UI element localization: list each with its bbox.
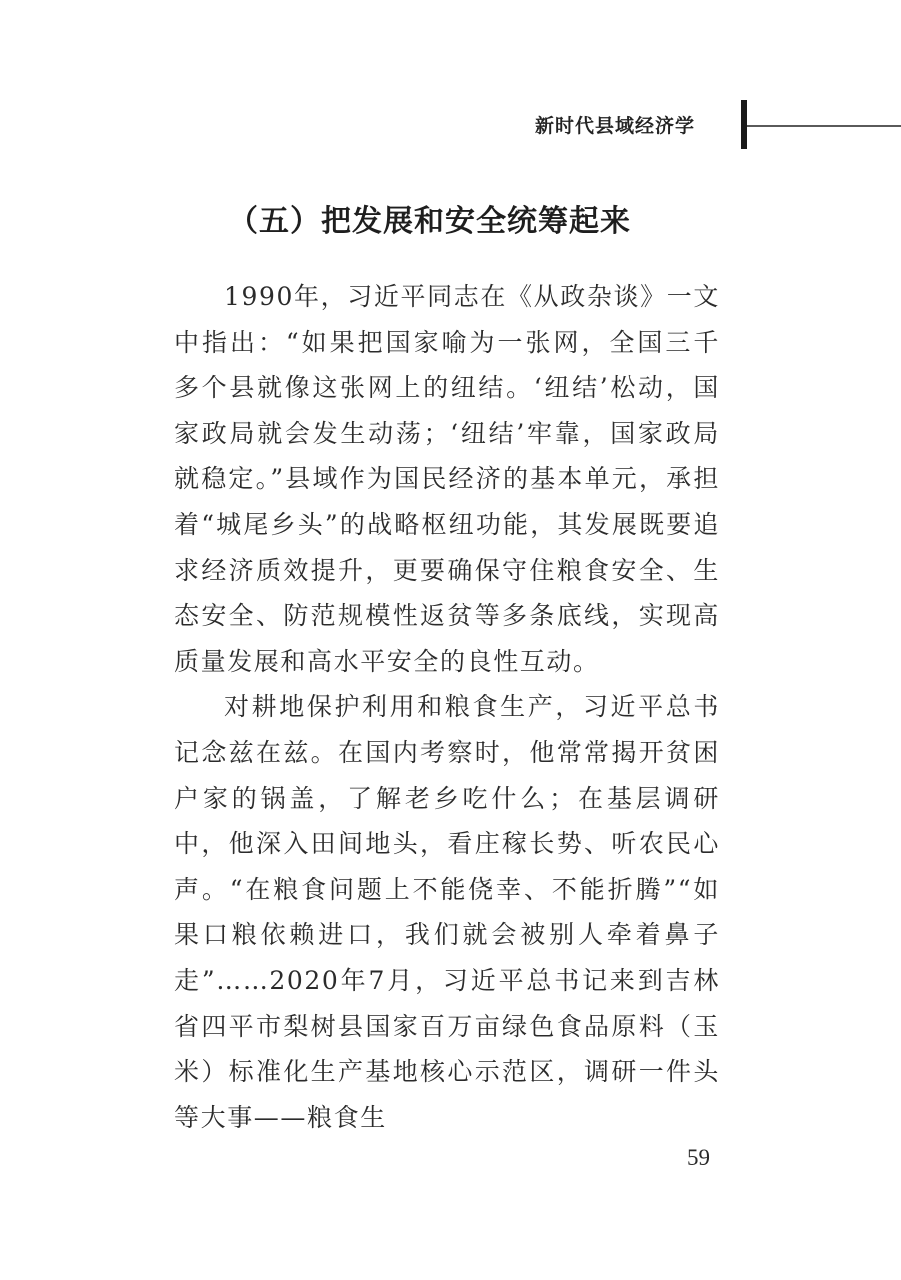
paragraph-1: 1990年，习近平同志在《从政杂谈》一文中指出：“如果把国家喻为一张网，全国三千多个县就像这张网上的纽结。‘纽结’松动，国家政局就会发生动荡；‘纽结’牢靠，国家政局就稳定。”县域作为国民经济的基本单元，承担着“城尾乡头”的战略枢纽功能，其发展既要追求经济质效提升，更要确保守住粮食安全、生态安全、防范规模性返贫等多条底线，实现高质量发展和高水平安全的良性互动。	[174, 282, 720, 676]
page-number: 59	[687, 1145, 710, 1170]
running-header: 新时代县域经济学	[534, 115, 695, 137]
paragraph-2: 对耕地保护利用和粮食生产，习近平总书记念兹在兹。在国内考察时，他常常揭开贫困户家的锅盖，了解老乡吃什么；在基层调研中，他深入田间地头，看庄稼长势、听农民心声。“在粮食问题上不能侥幸、不能折腾”“如果口粮依赖进口，我们就会被别人牵着鼻子走”……2020年7月，习近平总书记来到吉林省四平市梨树县国家百万亩绿色食品原料（玉米）标准化生产基地核心示范区，调研一件头等大事——粮食生	[174, 692, 720, 1132]
body-text	[174, 274, 720, 1140]
section-heading: （五）把发展和安全统筹起来	[228, 204, 631, 239]
header-rule	[747, 125, 901, 127]
